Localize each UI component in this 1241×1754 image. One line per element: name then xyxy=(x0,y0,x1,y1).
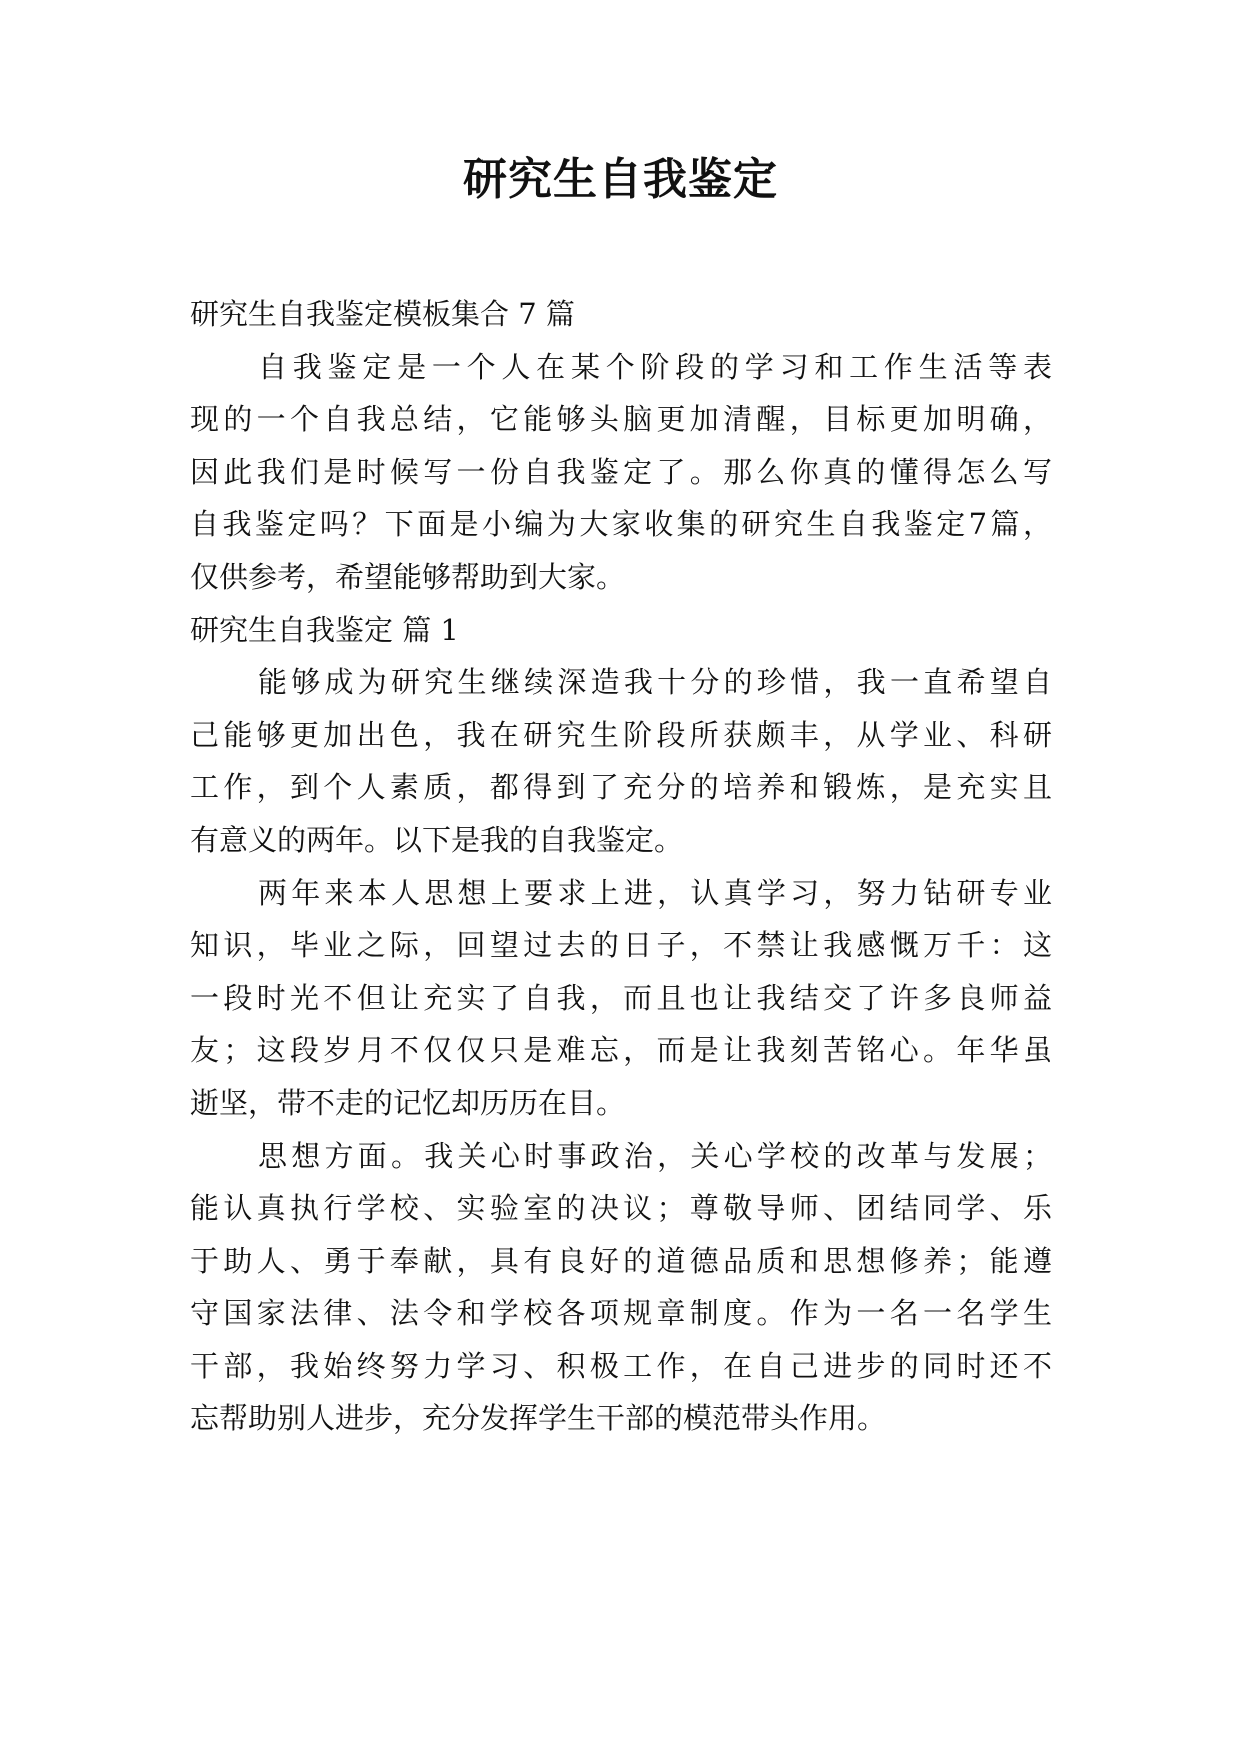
document-title: 研究生自我鉴定 xyxy=(463,154,778,205)
paragraph-line: 能够成为研究生继续深造我十分的珍惜，我一直希望自 xyxy=(258,665,1052,700)
paragraph-line: 一段时光不但让充实了自我，而且也让我结交了许多良师益 xyxy=(190,980,1052,1015)
paragraph-line: 己能够更加出色，我在研究生阶段所获颇丰，从学业、科研 xyxy=(190,717,1052,752)
paragraph-line: 友；这段岁月不仅仅只是难忘，而是让我刻苦铭心。年华虽 xyxy=(190,1033,1052,1068)
paragraph-line: 干部，我始终努力学习、积极工作，在自己进步的同时还不 xyxy=(190,1348,1052,1383)
subtitle-line: 研究生自我鉴定模板集合 7 篇 xyxy=(190,297,575,331)
paragraph-line: 两年来本人思想上要求上进，认真学习，努力钻研专业 xyxy=(258,875,1052,910)
paragraph-line: 现的一个自我总结，它能够头脑更加清醒，目标更加明确， xyxy=(190,402,1052,437)
paragraph-line: 守国家法律、法令和学校各项规章制度。作为一名一名学生 xyxy=(190,1296,1052,1331)
paragraph-line: 逝坚，带不走的记忆却历历在目。 xyxy=(190,1085,626,1120)
paragraph-line: 能认真执行学校、实验室的决议；尊敬导师、团结同学、乐 xyxy=(190,1191,1052,1226)
paragraph-line: 因此我们是时候写一份自我鉴定了。那么你真的懂得怎么写 xyxy=(190,454,1052,489)
paragraph-line: 于助人、勇于奉献，具有良好的道德品质和思想修养；能遵 xyxy=(190,1243,1052,1278)
paragraph-line: 自我鉴定吗？下面是小编为大家收集的研究生自我鉴定7篇， xyxy=(190,507,1052,542)
paragraph-line: 知识，毕业之际，回望过去的日子，不禁让我感慨万千：这 xyxy=(190,928,1052,963)
paragraph-line: 仅供参考，希望能够帮助到大家。 xyxy=(190,559,626,594)
section-heading: 研究生自我鉴定 篇 1 xyxy=(190,612,459,647)
paragraph-line: 忘帮助别人进步，充分发挥学生干部的模范带头作用。 xyxy=(190,1401,887,1436)
paragraph-line: 有意义的两年。以下是我的自我鉴定。 xyxy=(190,822,684,857)
paragraph-line: 思想方面。我关心时事政治，关心学校的改革与发展； xyxy=(258,1138,1052,1173)
paragraph-line: 自我鉴定是一个人在某个阶段的学习和工作生活等表 xyxy=(258,349,1052,384)
document-body xyxy=(190,288,1052,1445)
paragraph-line: 工作，到个人素质，都得到了充分的培养和锻炼，是充实且 xyxy=(190,770,1052,805)
